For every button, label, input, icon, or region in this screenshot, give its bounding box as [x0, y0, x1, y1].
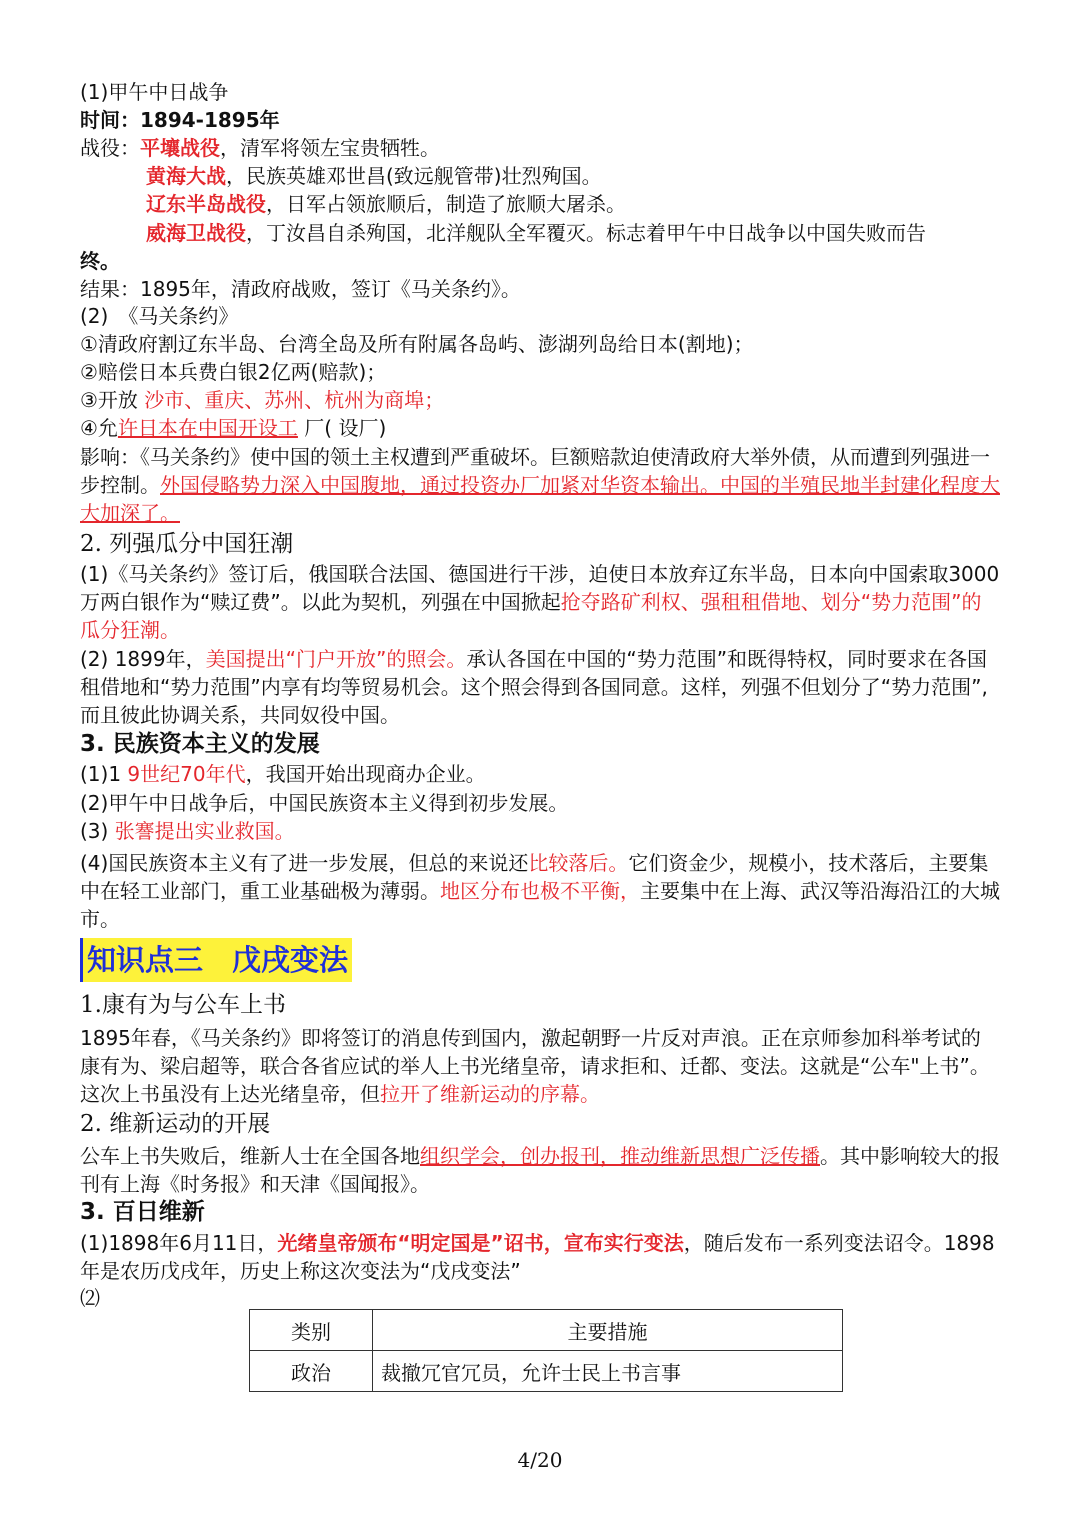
list-item: (2)甲午中日战争后，中国民族资本主义得到初步发展。 — [80, 791, 569, 815]
paragraph: 公车上书失败后，维新人士在全国各地组织学会，创办报刊，推动维新思想广泛传播。其中影响较大的报刊有上海《时务报》和天津《国闻报》。 — [80, 1144, 1000, 1196]
section-heading: 3. 百日维新 — [80, 1199, 205, 1225]
table-header-row — [250, 1310, 843, 1351]
battle-line: 战役：平壤战役，清军将领左宝贵牺牲。 — [80, 136, 440, 160]
treaty-item: ②赔偿日本兵费白银2亿两(赔款)； — [80, 360, 387, 384]
page-number: 4/20 — [517, 1448, 563, 1472]
paragraph: (1)1898年6月11日，光绪皇帝颁布“明定国是”诏书，宣布实行变法，随后发布一系列变法诏令。1898年是农历戊戌年，历史上称这次变法为“戊戌变法” — [80, 1231, 995, 1283]
section-heading: 2. 列强瓜分中国狂潮 — [80, 531, 294, 557]
table-header-cell: 主要措施 — [373, 1310, 843, 1351]
battle-line: 黄海大战，民族英雄邓世昌(致远舰管带)壮烈殉国。 — [146, 164, 602, 188]
table-header-cell: 类别 — [250, 1310, 373, 1351]
battle-line: 辽东半岛战役，日军占领旅顺后，制造了旅顺大屠杀。 — [146, 192, 626, 216]
section-heading: 3. 民族资本主义的发展 — [80, 731, 320, 757]
paragraph: (4)国民族资本主义有了进一步发展，但总的来说还比较落后。它们资金少，规模小，技术落后，主要集中在轻工业部门，重工业基础极为薄弱。地区分布也极不平衡，主要集中在上海、武汉等沿海沿江的大城市。 — [80, 851, 1000, 931]
list-item: (1)1 9世纪70年代，我国开始出现商办企业。 — [80, 762, 486, 786]
treaty-heading: (2) 《马关条约》 — [80, 304, 239, 328]
section-heading: 1.康有为与公车上书 — [80, 992, 286, 1018]
table-row — [250, 1351, 843, 1392]
battle-line: 威海卫战役，丁汝昌自杀殉国，北洋舰队全军覆灭。标志着甲午中日战争以中国失败而告 — [146, 221, 926, 245]
subsection-heading: (1)甲午中日战争 — [80, 80, 229, 104]
treaty-item: ①清政府割辽东半岛、台湾全岛及所有附属各岛屿、澎湖列岛给日本(割地)； — [80, 332, 754, 356]
table-cell: 政治 — [250, 1351, 373, 1392]
paragraph: 1895年春，《马关条约》即将签订的消息传到国内，激起朝野一片反对声浪。正在京师参加科举考试的康有为、梁启超等，联合各省应试的举人上书光绪皇帝，请求拒和、迁都、变法。这就是“公车"上书”。这次上书虽没有上达光绪皇帝，但拉开了维新运动的序幕。 — [80, 1026, 990, 1106]
paragraph: (2) 1899年，美国提出“门户开放”的照会。承认各国在中国的“势力范围”和既得特权，同时要求在各国租借地和“势力范围”内享有均等贸易机会。这个照会得到各国同意。这样，列强不但划分了“势力范围”,而且彼此协调关系，共同奴役中国。 — [80, 647, 988, 727]
result-line: 结果：1895年，清政府战败，签订《马关条约》。 — [80, 277, 521, 301]
table-cell: 裁撤冗官冗员，允许士民上书言事 — [373, 1351, 843, 1392]
time-line: 时间：1894-1895年 — [80, 108, 280, 132]
section-heading: 2. 维新运动的开展 — [80, 1111, 271, 1137]
impact-paragraph: 影响：《马关条约》使中国的领土主权遭到严重破坏。巨额赔款迫使清政府大举外债，从而遭到列强进一步控制。外国侵略势力深入中国腹地，通过投资办厂加紧对华资本输出。中国的半殖民地半封建化程度大大加深了。 — [80, 445, 1000, 525]
measures-table — [249, 1309, 843, 1392]
list-marker: ⑵ — [80, 1286, 100, 1310]
battle-line-end: 终。 — [80, 249, 120, 273]
paragraph: (1)《马关条约》签订后，俄国联合法国、德国进行干涉，迫使日本放弃辽东半岛，日本向中国索取3000万两白银作为“赎辽费”。以此为契机，列强在中国掀起抢夺路矿利权、强租租借地、划分“势力范围”的瓜分狂潮。 — [80, 562, 1000, 642]
treaty-item: ③开放 沙市、重庆、苏州、杭州为商埠； — [80, 388, 445, 412]
list-item: (3) 张謇提出实业救国。 — [80, 819, 295, 843]
treaty-item: ④允许日本在中国开设工 厂( 设厂) — [80, 416, 387, 440]
knowledge-point-banner: 知识点三 戊戌变法 — [80, 938, 352, 982]
